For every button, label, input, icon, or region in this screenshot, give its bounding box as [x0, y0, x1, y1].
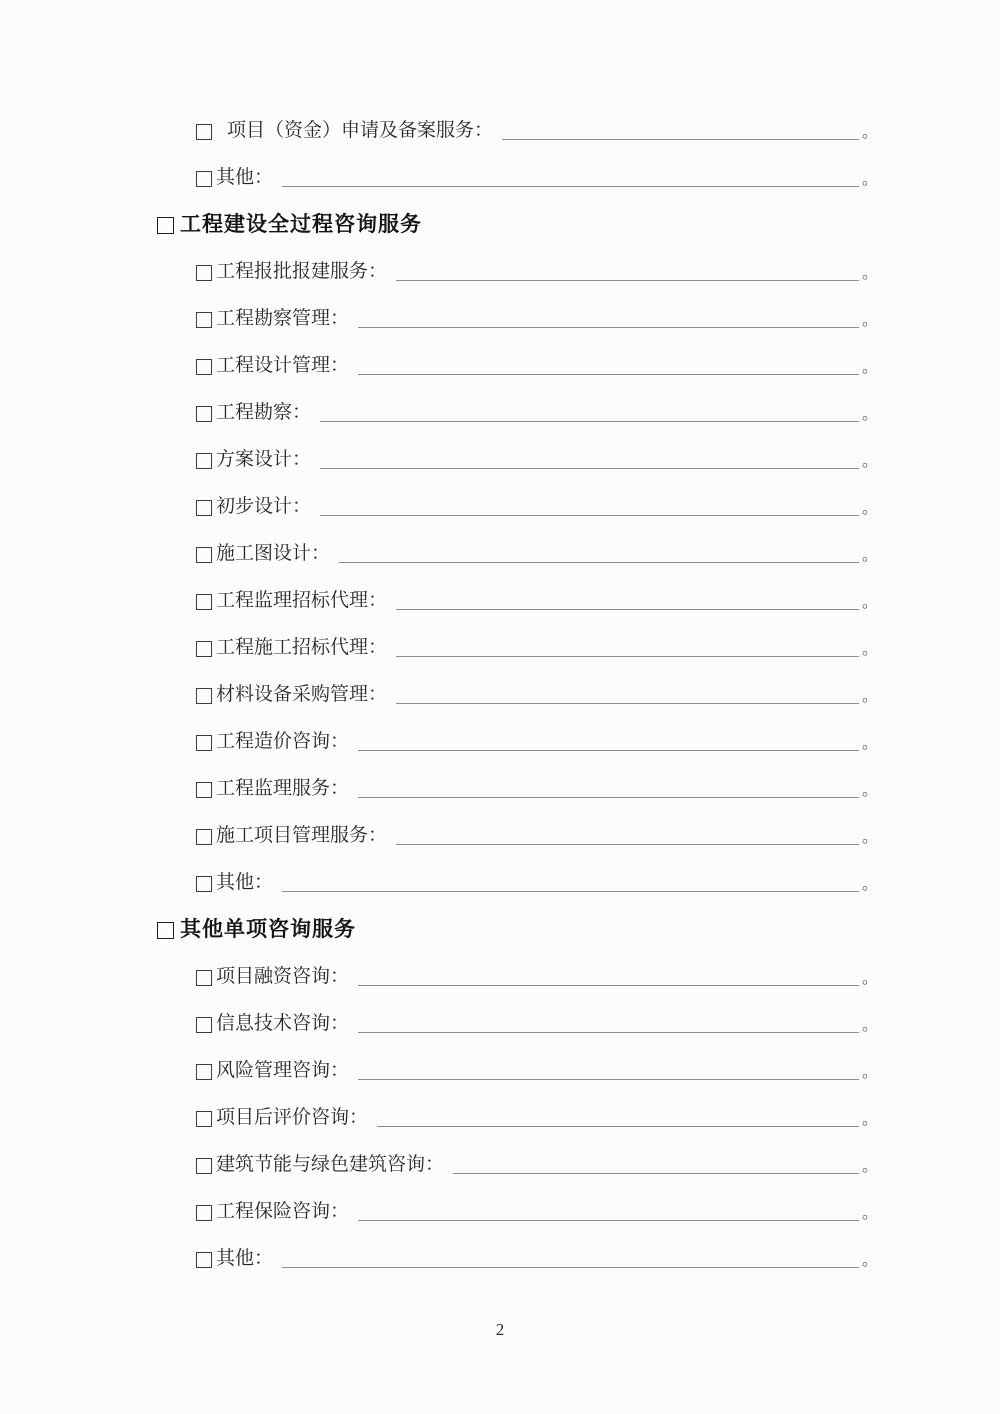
fill-in-blank-line[interactable] [358, 750, 859, 751]
fill-in-blank-line[interactable] [358, 1032, 859, 1033]
empty-checkbox-icon[interactable] [196, 688, 212, 704]
fill-in-blank-line[interactable] [396, 656, 859, 657]
empty-checkbox-icon[interactable] [196, 876, 212, 892]
form-item-row [196, 868, 878, 896]
section-heading-row [157, 210, 878, 238]
fill-in-blank-line[interactable] [282, 891, 859, 892]
fill-in-blank-line[interactable] [282, 186, 859, 187]
sentence-terminator: 。 [861, 359, 878, 376]
item-label: 信息技术咨询： [216, 1013, 350, 1034]
form-item-row [196, 539, 878, 567]
form-item-row [196, 680, 878, 708]
form-item-row [196, 1103, 878, 1131]
page-footer [0, 1320, 1000, 1340]
section-heading-label: 工程建设全过程咨询服务 [180, 212, 422, 236]
sentence-terminator: 。 [861, 1252, 878, 1269]
item-label: 项目（资金）申请及备案服务： [227, 120, 494, 141]
fill-in-blank-line[interactable] [396, 844, 859, 845]
fill-in-blank-line[interactable] [320, 468, 859, 469]
empty-checkbox-icon[interactable] [196, 500, 212, 516]
item-label: 初步设计： [216, 496, 312, 517]
page-number: 2 [495, 1320, 505, 1339]
form-body [157, 116, 878, 1272]
sentence-terminator: 。 [861, 735, 878, 752]
form-section [157, 116, 878, 191]
empty-checkbox-icon[interactable] [157, 217, 174, 234]
item-label: 其他： [216, 167, 274, 188]
sentence-terminator: 。 [861, 1111, 878, 1128]
empty-checkbox-icon[interactable] [196, 735, 212, 751]
form-section [157, 210, 878, 896]
sentence-terminator: 。 [861, 453, 878, 470]
sentence-terminator: 。 [861, 1064, 878, 1081]
form-item-row [196, 445, 878, 473]
empty-checkbox-icon[interactable] [196, 970, 212, 986]
form-section [157, 915, 878, 1272]
item-label: 其他： [216, 872, 274, 893]
fill-in-blank-line[interactable] [339, 562, 859, 563]
sentence-terminator: 。 [861, 1205, 878, 1222]
sentence-terminator: 。 [861, 688, 878, 705]
item-label: 施工图设计： [216, 543, 331, 564]
item-label: 项目后评价咨询： [216, 1107, 369, 1128]
item-label: 工程造价咨询： [216, 731, 350, 752]
form-item-row [196, 962, 878, 990]
item-label: 方案设计： [216, 449, 312, 470]
form-item-row [196, 821, 878, 849]
item-label: 施工项目管理服务： [216, 825, 388, 846]
fill-in-blank-line[interactable] [396, 280, 859, 281]
form-item-row [196, 116, 878, 144]
empty-checkbox-icon[interactable] [196, 1017, 212, 1033]
form-item-row [196, 727, 878, 755]
item-label: 工程施工招标代理： [216, 637, 388, 658]
item-label: 工程勘察： [216, 402, 312, 423]
item-label: 建筑节能与绿色建筑咨询： [216, 1154, 445, 1175]
sentence-terminator: 。 [861, 1158, 878, 1175]
empty-checkbox-icon[interactable] [196, 1064, 212, 1080]
fill-in-blank-line[interactable] [377, 1126, 859, 1127]
empty-checkbox-icon[interactable] [196, 171, 212, 187]
form-item-row [196, 163, 878, 191]
form-item-row [196, 774, 878, 802]
empty-checkbox-icon[interactable] [196, 829, 212, 845]
form-item-row [196, 304, 878, 332]
empty-checkbox-icon[interactable] [196, 265, 212, 281]
sentence-terminator: 。 [861, 312, 878, 329]
item-label: 工程设计管理： [216, 355, 350, 376]
empty-checkbox-icon[interactable] [196, 782, 212, 798]
form-item-row [196, 633, 878, 661]
item-label: 项目融资咨询： [216, 966, 350, 987]
sentence-terminator: 。 [861, 782, 878, 799]
form-item-row [196, 492, 878, 520]
sentence-terminator: 。 [861, 641, 878, 658]
fill-in-blank-line[interactable] [396, 703, 859, 704]
item-label: 工程监理服务： [216, 778, 350, 799]
fill-in-blank-line[interactable] [453, 1173, 859, 1174]
fill-in-blank-line[interactable] [320, 421, 859, 422]
empty-checkbox-icon[interactable] [196, 406, 212, 422]
empty-checkbox-icon[interactable] [196, 594, 212, 610]
fill-in-blank-line[interactable] [358, 327, 859, 328]
form-item-row [196, 257, 878, 285]
sentence-terminator: 。 [861, 970, 878, 987]
fill-in-blank-line[interactable] [358, 374, 859, 375]
item-label: 工程勘察管理： [216, 308, 350, 329]
empty-checkbox-icon[interactable] [196, 1252, 212, 1268]
sentence-terminator: 。 [861, 1017, 878, 1034]
sentence-terminator: 。 [861, 265, 878, 282]
empty-checkbox-icon[interactable] [196, 547, 212, 563]
form-item-row [196, 351, 878, 379]
item-label: 工程保险咨询： [216, 1201, 350, 1222]
form-item-row [196, 1009, 878, 1037]
sentence-terminator: 。 [861, 876, 878, 893]
empty-checkbox-icon[interactable] [196, 1111, 212, 1127]
form-item-row [196, 1197, 878, 1225]
fill-in-blank-line[interactable] [358, 1220, 859, 1221]
fill-in-blank-line[interactable] [358, 1079, 859, 1080]
sentence-terminator: 。 [861, 500, 878, 517]
sentence-terminator: 。 [861, 594, 878, 611]
form-item-row [196, 398, 878, 426]
form-item-row [196, 1244, 878, 1272]
sentence-terminator: 。 [861, 124, 878, 141]
fill-in-blank-line[interactable] [320, 515, 859, 516]
item-label: 风险管理咨询： [216, 1060, 350, 1081]
item-label: 工程监理招标代理： [216, 590, 388, 611]
fill-in-blank-line[interactable] [358, 985, 859, 986]
empty-checkbox-icon[interactable] [196, 1158, 212, 1174]
fill-in-blank-line[interactable] [502, 139, 859, 140]
form-item-row [196, 586, 878, 614]
section-heading-label: 其他单项咨询服务 [180, 917, 356, 941]
item-label: 材料设备采购管理： [216, 684, 388, 705]
section-heading-row [157, 915, 878, 943]
fill-in-blank-line[interactable] [396, 609, 859, 610]
fill-in-blank-line[interactable] [358, 797, 859, 798]
empty-checkbox-icon[interactable] [157, 922, 174, 939]
empty-checkbox-icon[interactable] [196, 124, 212, 140]
empty-checkbox-icon[interactable] [196, 1205, 212, 1221]
sentence-terminator: 。 [861, 829, 878, 846]
empty-checkbox-icon[interactable] [196, 359, 212, 375]
empty-checkbox-icon[interactable] [196, 641, 212, 657]
sentence-terminator: 。 [861, 171, 878, 188]
sentence-terminator: 。 [861, 547, 878, 564]
empty-checkbox-icon[interactable] [196, 312, 212, 328]
sentence-terminator: 。 [861, 406, 878, 423]
item-label: 工程报批报建服务： [216, 261, 388, 282]
item-label: 其他： [216, 1248, 274, 1269]
form-item-row [196, 1150, 878, 1178]
empty-checkbox-icon[interactable] [196, 453, 212, 469]
form-item-row [196, 1056, 878, 1084]
fill-in-blank-line[interactable] [282, 1267, 859, 1268]
